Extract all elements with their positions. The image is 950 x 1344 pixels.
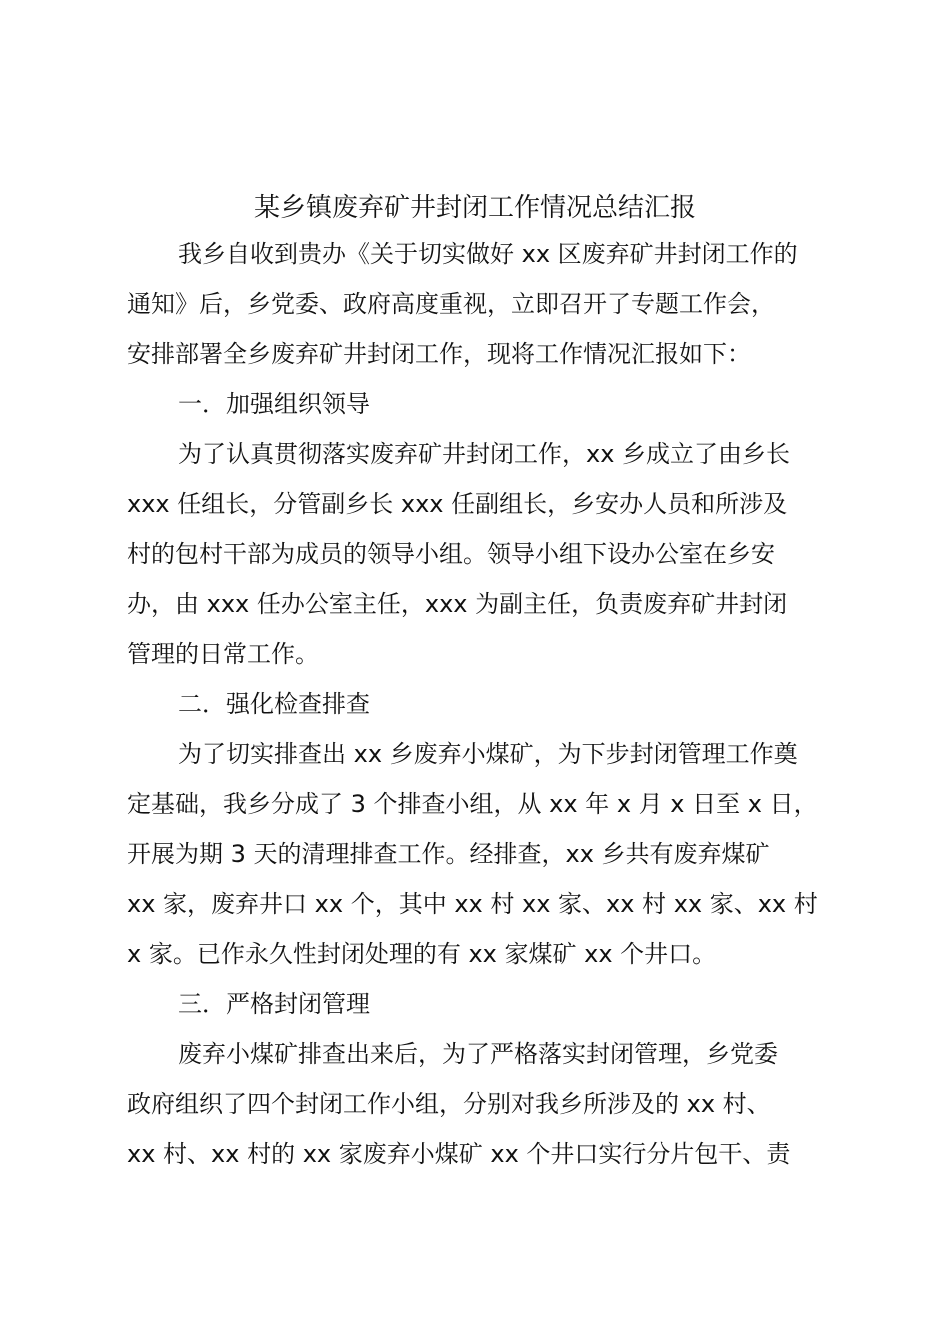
paragraph-line: 为了切实排查出 xx 乡废弃小煤矿，为下步封闭管理工作奠 bbox=[178, 740, 798, 768]
paragraph-line: 废弃小煤矿排查出来后，为了严格落实封闭管理，乡党委 bbox=[178, 1040, 778, 1068]
paragraph-line: 村的包村干部为成员的领导小组。领导小组下设办公室在乡安 bbox=[127, 540, 775, 568]
paragraph-line: 通知》后，乡党委、政府高度重视，立即召开了专题工作会， bbox=[127, 290, 775, 318]
paragraph-line: 为了认真贯彻落实废弃矿井封闭工作，xx 乡成立了由乡长 bbox=[178, 440, 791, 468]
paragraph-line: 开展为期 3 天的清理排查工作。经排查，xx 乡共有废弃煤矿 bbox=[127, 840, 770, 868]
paragraph-line: xxx 任组长，分管副乡长 xxx 任副组长，乡安办人员和所涉及 bbox=[127, 490, 788, 518]
paragraph-line: xx 村、xx 村的 xx 家废弃小煤矿 xx 个井口实行分片包干、责 bbox=[127, 1140, 791, 1168]
paragraph-line: 政府组织了四个封闭工作小组，分别对我乡所涉及的 xx 村、 bbox=[127, 1090, 771, 1118]
paragraph-line: 定基础，我乡分成了 3 个排查小组，从 xx 年 x 月 x 日至 x 日， bbox=[127, 790, 818, 818]
section-heading: 一．加强组织领导 bbox=[178, 390, 370, 418]
document-title: 某乡镇废弃矿井封闭工作情况总结汇报 bbox=[253, 193, 696, 223]
paragraph-line: xx 家，废弃井口 xx 个，其中 xx 村 xx 家、xx 村 xx 家、xx 村 bbox=[127, 890, 818, 918]
paragraph-line: 管理的日常工作。 bbox=[127, 640, 319, 668]
paragraph-line: 我乡自收到贵办《关于切实做好 xx 区废弃矿井封闭工作的 bbox=[178, 240, 798, 268]
section-heading: 三．严格封闭管理 bbox=[178, 990, 370, 1018]
paragraph-line: x 家。已作永久性封闭处理的有 xx 家煤矿 xx 个井口。 bbox=[127, 940, 717, 968]
paragraph-line: 办，由 xxx 任办公室主任，xxx 为副主任，负责废弃矿井封闭 bbox=[127, 590, 788, 618]
section-heading: 二．强化检查排查 bbox=[178, 690, 370, 718]
paragraph-line: 安排部署全乡废弃矿井封闭工作，现将工作情况汇报如下： bbox=[127, 340, 751, 368]
